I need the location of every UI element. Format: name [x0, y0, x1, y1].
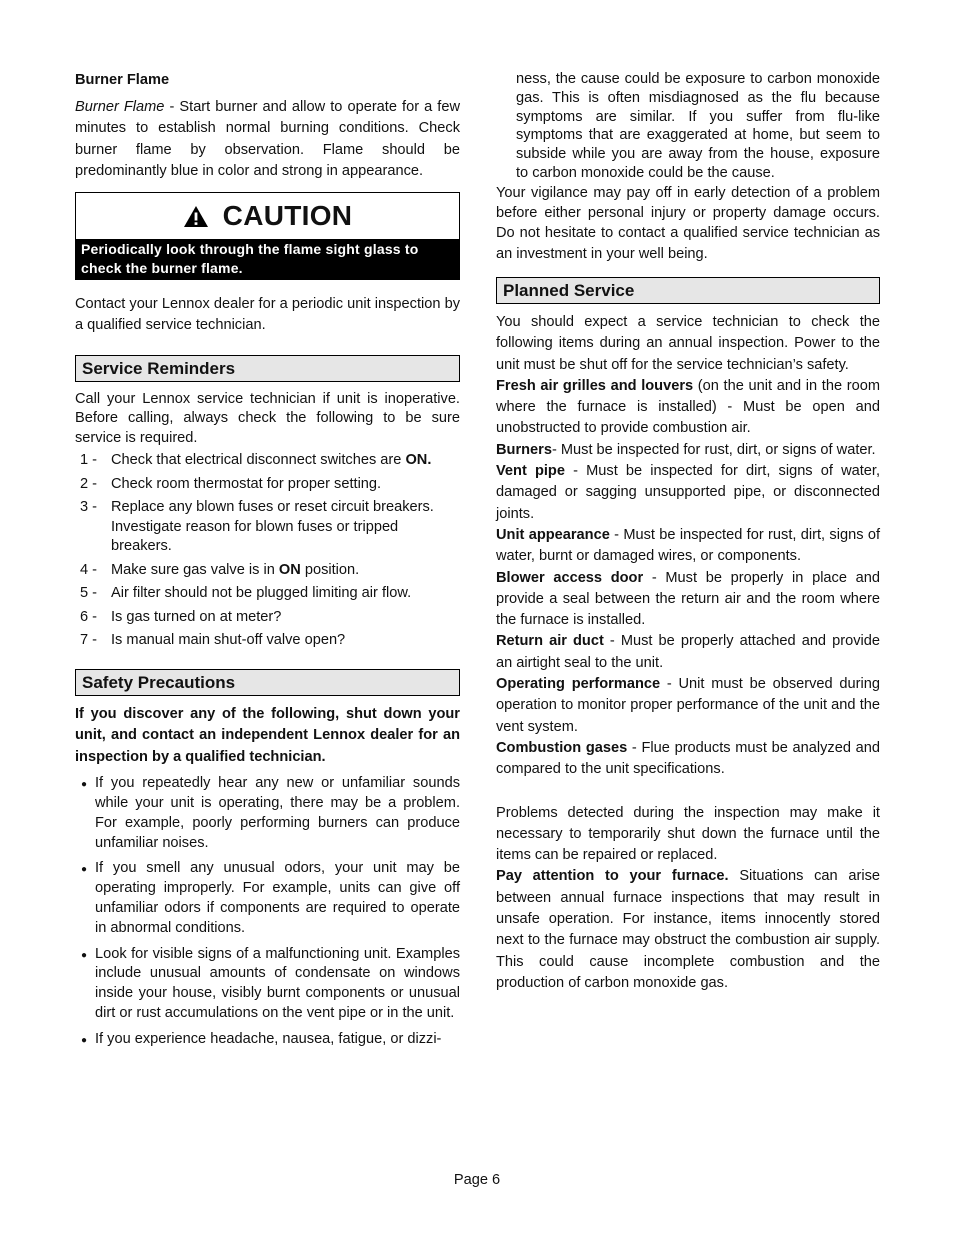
safety-lead: If you discover any of the following, shut down your unit, and contact an independent Lennox dealer for an inspection by a qualified technician. — [75, 705, 460, 765]
list-item: 1 - Check that electrical disconnect switches are ON. — [80, 452, 432, 469]
list-item: 3 - Replace any blown fuses or reset circuit breakers. Investigate reason for blown fuses or tripped breakers. — [80, 499, 434, 555]
bullet-icon: ● — [81, 864, 88, 876]
left-column — [75, 70, 460, 1058]
planned-service-heading: Planned Service — [496, 277, 880, 304]
attention-paragraph: Pay attention to your furnace. Situations can arise between annual furnace inspections that may result in unsafe operation. For instance, items innocently stored next to the furnace may obstruct the combustion air supply. This could cause incomplete combustion and the production of carbon monoxide gas. — [496, 868, 880, 991]
right-column — [496, 70, 880, 994]
burner-flame-paragraph — [75, 97, 460, 182]
service-reminders-heading: Service Reminders — [75, 355, 460, 382]
page-number: Page 6 — [453, 1172, 501, 1188]
problems-paragraph: Problems detected during the inspection may make it necessary to temporarily shut down the furnace until the items can be repaired or replaced. — [496, 804, 880, 864]
service-item: Burners- Must be inspected for rust, dirt, or signs of water. — [496, 441, 876, 458]
service-item: Return air duct - Must be properly attached and provide an airtight seal to the unit. — [496, 633, 880, 671]
warning-triangle-icon — [183, 205, 209, 228]
bullet-icon: ● — [81, 779, 88, 791]
list-item: 2 - Check room thermostat for proper setting. — [80, 475, 382, 492]
service-item: Combustion gases - Flue products must be analyzed and compared to the unit specifications. — [496, 739, 881, 778]
vigilance-paragraph: Your vigilance may pay off in early detection of a problem before either personal injury or property damage occurs. Do not hesitate to contact a qualified service technician as an investment in your well being. — [496, 184, 880, 262]
burner-flame-term: Burner Flame — [75, 99, 165, 115]
burner-flame-text: - Start burner and allow to operate for a few minutes to establish normal burning conditions. Check burner flame by observation. Flame should be predominantly blue in color and strong in appearance. — [75, 99, 461, 179]
list-item: ● If you smell any unusual odors, your unit may be operating improperly. For example, units can give off unfamiliar odors if components are required to operate in abnormal conditions. — [75, 859, 460, 938]
service-reminders-intro: Call your Lennox service technician if unit is inoperative. Before calling, always check the following to be sure service is required. — [75, 390, 460, 446]
service-steps-list — [75, 451, 460, 651]
bullet-icon: ● — [81, 1034, 88, 1046]
caution-title: CAUTION — [222, 200, 353, 232]
bullet-continuation: ness, the cause could be exposure to carbon monoxide gas. This is often misdiagnosed as the flu because symptoms are similar. If you suffer from flu-like symptoms that are exaggerated at home, but seem to subside while you are away from the house, exposure to carbon monoxide could be the cause. — [516, 71, 880, 181]
service-item: Blower access door - Must be properly in place and provide a seal between the return air and the room where the furnace is installed. — [496, 569, 880, 629]
list-item: 6 - Is gas turned on at meter? — [80, 608, 282, 625]
caution-text: Periodically look through the flame sight glass to check the burner flame. — [76, 239, 459, 279]
list-item: 7 - Is manual main shut-off valve open? — [80, 632, 346, 649]
safety-precautions-heading: Safety Precautions — [75, 669, 460, 696]
service-item: Vent pipe - Must be inspected for dirt, signs of water, damaged or sagging unsupported pipe, or disconnected joints. — [496, 463, 880, 522]
safety-bullet-list — [75, 774, 460, 1052]
bullet-icon: ● — [81, 949, 88, 961]
service-item: Operating performance - Unit must be observed during operation to monitor proper performance of the unit and the vent system. — [496, 676, 880, 735]
list-item: 5 - Air filter should not be plugged limiting air flow. — [80, 585, 412, 602]
list-item: ● If you experience headache, nausea, fatigue, or dizzi- — [75, 1030, 460, 1052]
burner-flame-heading: Burner Flame — [75, 72, 170, 88]
service-item: Fresh air grilles and louvers (on the unit and in the room where the furnace is installed) - Must be open and unobstructed to provide combustion air. — [496, 377, 880, 437]
contact-paragraph: Contact your Lennox dealer for a periodic unit inspection by a qualified service technician. — [75, 296, 460, 334]
caution-title-row — [76, 193, 459, 239]
list-item: 4 - Make sure gas valve is in ON position. — [80, 561, 360, 578]
planned-service-intro: You should expect a service technician to check the following items during an annual inspection. Power to the unit must be shut off for the service technician’s safety. — [496, 313, 880, 373]
list-item: ● If you repeatedly hear any new or unfamiliar sounds while your unit is operating, there may be a problem. For example, poorly performing burners can produce unfamiliar noises. — [75, 774, 460, 853]
list-item: ● Look for visible signs of a malfunctioning unit. Examples include unusual amounts of condensate on windows inside your house, visibly burnt components or unusual dirt or rust accumulations on the vent pipe or in the unit. — [75, 945, 460, 1024]
service-item: Unit appearance - Must be inspected for rust, dirt, signs of water, burnt or damaged wires, or components. — [496, 526, 880, 565]
caution-box — [75, 192, 460, 280]
